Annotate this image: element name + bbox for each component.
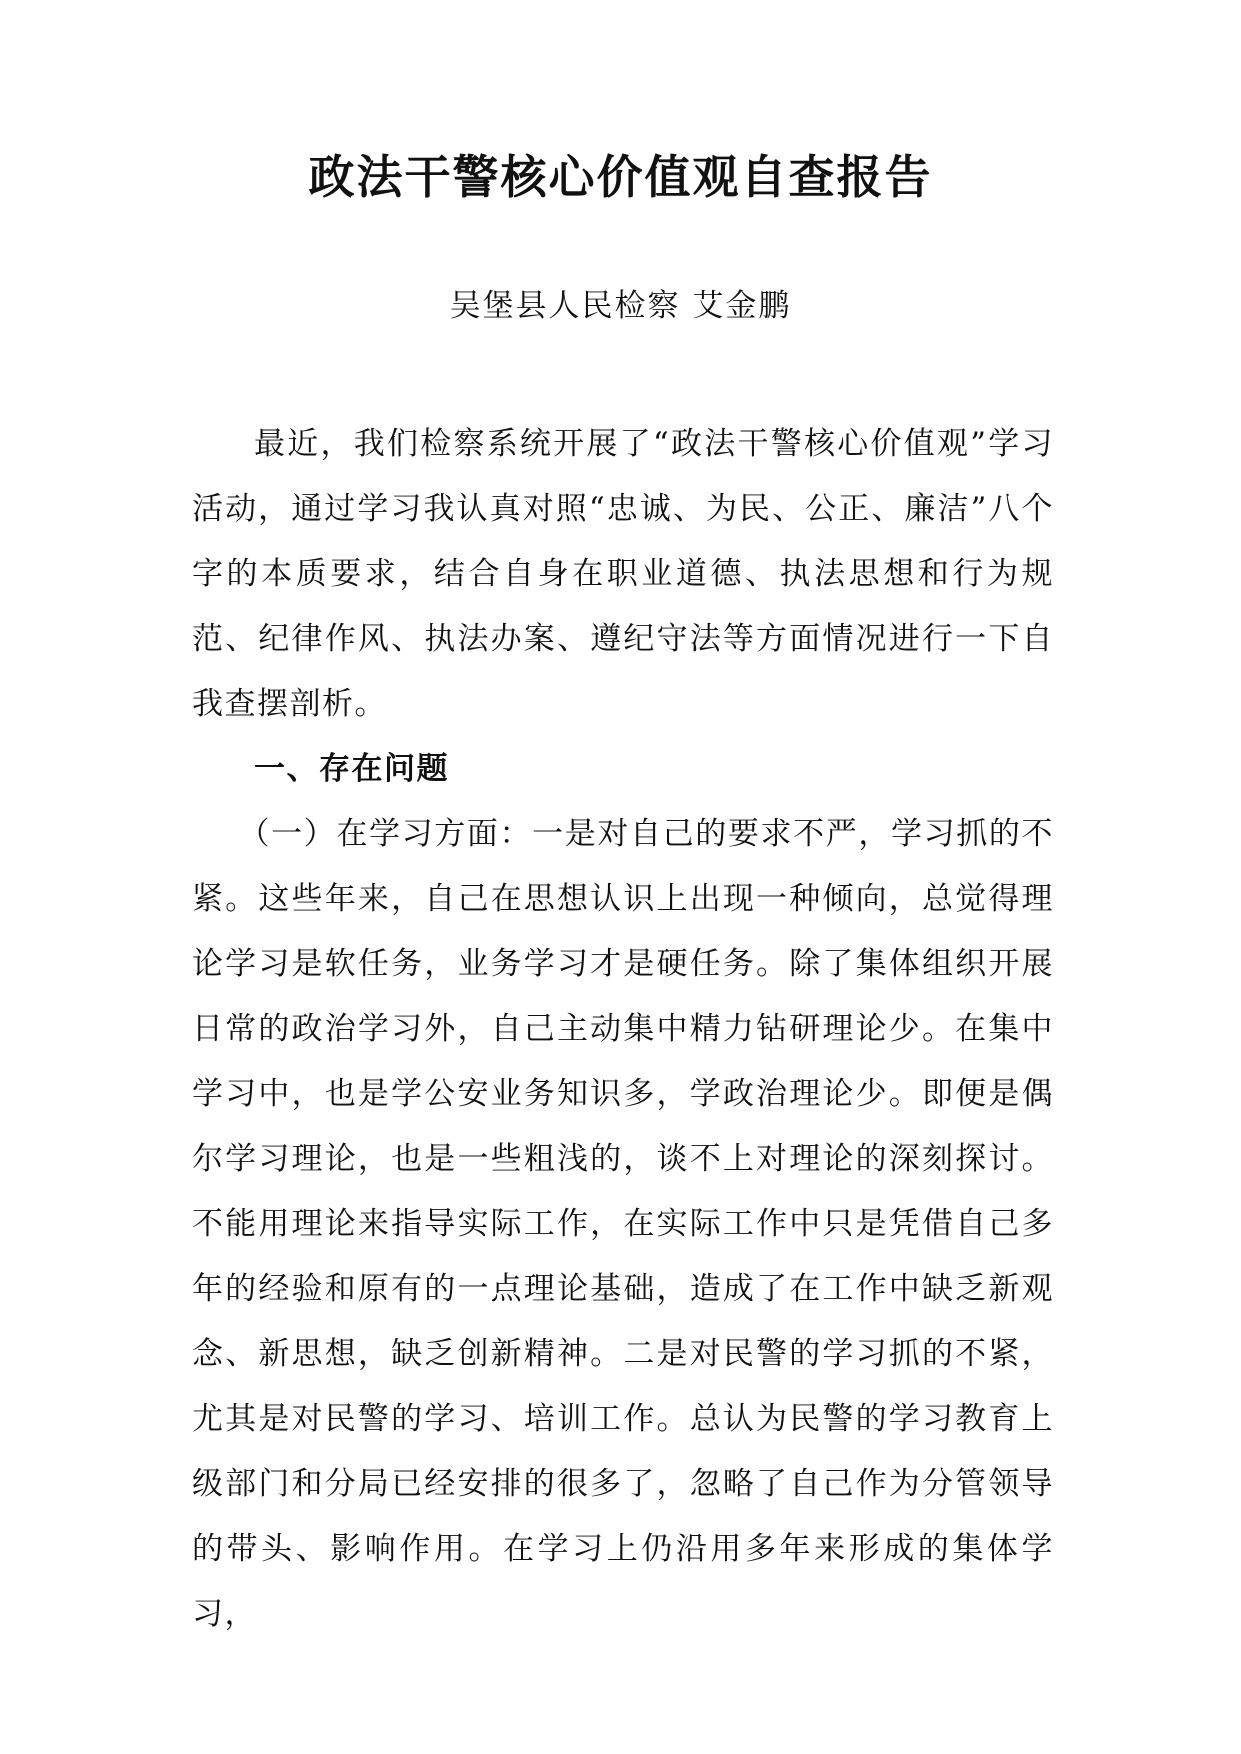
intro-paragraph: 最近，我们检察系统开展了“政法干警核心价值观”学习活动，通过学习我认真对照“忠诚、为民、公正、廉洁”八个字的本质要求，结合自身在职业道德、执法思想和行为规范、纪律作风、执法办案、遵纪守法等方面情况进行一下自我查摆剖析。 (192, 426, 1054, 722)
document-body (192, 412, 1054, 1647)
section-paragraph: （一）在学习方面：一是对自己的要求不严，学习抓的不紧。这些年来，自己在思想认识上出现一种倾向，总觉得理论学习是软任务，业务学习才是硬任务。除了集体组织开展日常的政治学习外，自己主动集中精力钻研理论少。在集中学习中，也是学公安业务知识多，学政治理论少。即便是偶尔学习理论，也是一些粗浅的，谈不上对理论的深刻探讨。不能用理论来指导实际工作，在实际工作中只是凭借自己多年的经验和原有的一点理论基础，造成了在工作中缺乏新观念、新思想，缺乏创新精神。二是对民警的学习抓的不紧，尤其是对民警的学习、培训工作。总认为民警的学习教育上级部门和分局已经安排的很多了，忽略了自己作为分管领导的带头、影响作用。在学习上仍沿用多年来形成的集体学习， (192, 816, 1054, 1632)
section-heading: 一、存在问题 (254, 751, 449, 787)
author-byline: 吴堡县人民检察 艾金鹏 (449, 288, 792, 324)
document-title: 政法干警核心价值观自查报告 (308, 150, 933, 204)
